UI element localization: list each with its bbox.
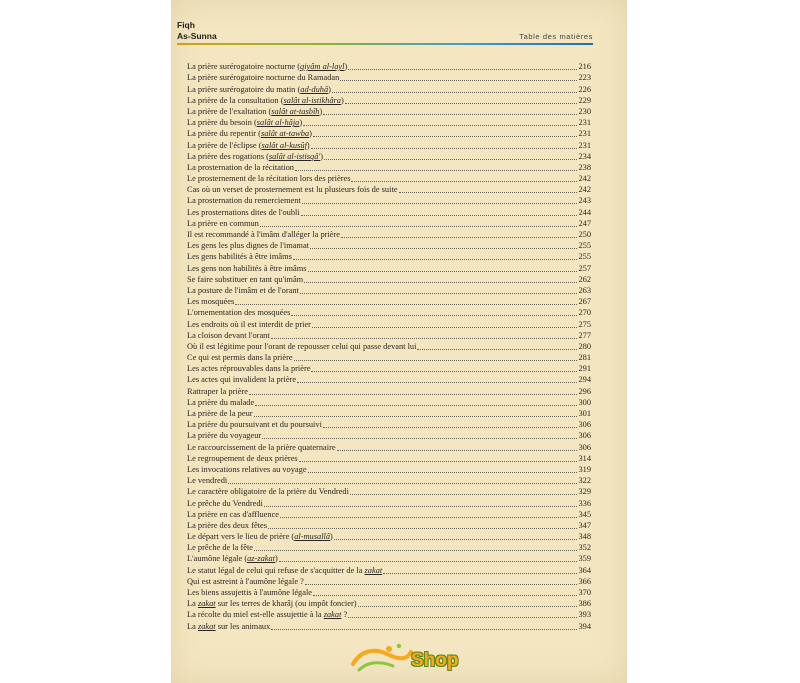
toc-page-number: 255: [578, 241, 591, 251]
toc-entry-title-text: La prière des rogations (: [187, 151, 269, 161]
toc-entry-title-text: La prière surérogatoire nocturne du Ramadan: [187, 73, 340, 83]
toc-page-number: 230: [578, 106, 591, 116]
toc-entry: [187, 296, 591, 307]
toc-entry: [187, 587, 591, 598]
table-of-contents: [187, 61, 591, 632]
toc-page-number: 231: [578, 129, 591, 139]
book-title: [177, 20, 217, 42]
toc-entry-title-text: La prière du poursuivant et du poursuivi: [187, 420, 322, 430]
toc-leader-dots: [311, 148, 578, 149]
toc-entry-title: [187, 364, 310, 374]
toc-entry-title: [187, 141, 310, 151]
toc-entry-title: [187, 566, 382, 576]
toc-entry-title-suffix: ): [330, 532, 333, 542]
toc-entry: [187, 318, 591, 329]
toc-entry-title-text: Se faire substituer en tant qu'imâm: [187, 274, 304, 284]
shop-logo[interactable]: [349, 640, 489, 680]
toc-page-number: 348: [578, 532, 591, 542]
toc-page-number: 329: [578, 487, 591, 497]
toc-entry-title: [187, 588, 312, 598]
toc-leader-dots: [295, 170, 577, 171]
toc-page-number: 255: [578, 252, 591, 262]
toc-entry: [187, 352, 591, 363]
toc-entry: [187, 184, 591, 195]
toc-entry: [187, 542, 591, 553]
toc-page-number: 294: [578, 375, 591, 385]
toc-entry-title-text: La prière du besoin (: [187, 118, 257, 128]
toc-entry: [187, 553, 591, 564]
toc-page-number: 223: [578, 73, 591, 83]
toc-page-number: 281: [578, 353, 591, 363]
toc-entry-title: [187, 543, 253, 553]
toc-entry-title: [187, 129, 312, 139]
toc-leader-dots: [300, 293, 578, 294]
toc-leader-dots: [254, 416, 578, 417]
toc-leader-dots: [323, 427, 578, 428]
toc-entry: [187, 464, 591, 475]
toc-page-number: 336: [578, 498, 591, 508]
toc-leader-dots: [341, 237, 577, 238]
toc-entry-title-italic: salât al-hâja: [256, 118, 300, 128]
toc-entry-title-text: Les gens habilités à être imâms: [187, 252, 292, 262]
toc-leader-dots: [313, 595, 577, 596]
toc-entry-title-italic: salât al-kusûf: [261, 140, 307, 150]
toc-entry: [187, 453, 591, 464]
toc-entry-title-suffix: ?: [341, 610, 348, 620]
toc-page-number: 393: [578, 610, 591, 620]
toc-page-number: 270: [578, 308, 591, 318]
toc-leader-dots: [305, 584, 578, 585]
toc-entry: [187, 262, 591, 273]
toc-entry-title: [187, 465, 307, 475]
toc-entry-title-text: Le raccourcissement de la prière quaternaire: [187, 442, 336, 452]
toc-page-number: 364: [578, 565, 591, 575]
toc-entry-title-text: Les biens assujettis à l'aumône légale: [187, 588, 313, 597]
toc-entry-title-suffix: ): [320, 151, 324, 161]
toc-leader-dots: [291, 315, 577, 316]
toc-entry: [187, 441, 591, 452]
toc-entry-title: [187, 577, 304, 587]
toc-entry-title-text: La prière de l'exaltation (: [187, 106, 272, 116]
toc-leader-dots: [311, 371, 577, 372]
toc-entry: [187, 206, 591, 217]
toc-page-number: 300: [578, 397, 591, 407]
toc-leader-dots: [262, 438, 577, 439]
swirl-logo-icon: [349, 640, 413, 680]
toc-entry: [187, 486, 591, 497]
toc-entry-title: [187, 241, 309, 251]
toc-entry-title-italic: al-musallâ: [294, 532, 331, 542]
toc-page-number: 263: [578, 285, 591, 295]
toc-entry: [187, 497, 591, 508]
toc-entry: [187, 620, 591, 631]
shop-logo-text: Shop: [411, 650, 459, 671]
toc-entry: [187, 609, 591, 620]
toc-leader-dots: [334, 539, 578, 540]
book-title-line2: As-Sunna: [177, 31, 217, 41]
toc-entry: [187, 408, 591, 419]
toc-entry-title-text: Les gens les plus dignes de l'imamat: [187, 241, 309, 251]
toc-page-number: 267: [578, 297, 591, 307]
toc-entry-title-text: Il est recommandé à l'imâm d'alléger la prière: [187, 230, 340, 239]
toc-entry-title-text: La prière du voyageur: [187, 431, 262, 441]
toc-leader-dots: [399, 192, 578, 193]
toc-page-number: 243: [578, 196, 591, 206]
toc-entry-title: [187, 230, 340, 240]
toc-page-number: 231: [578, 118, 591, 128]
toc-leader-dots: [348, 617, 577, 618]
toc-entry-title-text: Les invocations relatives au voyage: [187, 464, 307, 474]
toc-entry-title-text: Le statut légal de celui qui refuse de s'acquitter de la: [187, 565, 365, 575]
toc-entry-title-text: Rattraper la prière: [187, 386, 248, 396]
toc-entry-title-text: Les gens non habilités à être imâms: [187, 263, 307, 273]
toc-entry: [187, 564, 591, 575]
section-title: Table des matières: [519, 32, 593, 41]
toc-leader-dots: [301, 215, 578, 216]
toc-entry-title-text: Le prêche du Vendredi: [187, 498, 263, 508]
toc-page-number: 352: [578, 543, 591, 553]
toc-entry-title: [187, 487, 349, 497]
toc-entry: [187, 363, 591, 374]
toc-entry: [187, 95, 591, 106]
toc-entry-title: [187, 185, 398, 195]
book-page: [171, 0, 627, 683]
toc-entry: [187, 374, 591, 385]
toc-entry-title: [187, 387, 248, 397]
toc-page-number: 347: [578, 520, 591, 530]
toc-entry-title: [187, 599, 357, 609]
toc-page-number: 366: [578, 576, 591, 586]
toc-leader-dots: [303, 125, 577, 126]
toc-entry: [187, 598, 591, 609]
toc-leader-dots: [351, 181, 577, 182]
toc-entry-title: [187, 443, 336, 453]
toc-entry-title: [187, 62, 347, 72]
toc-entry-title-text: Le vendredi: [187, 476, 228, 486]
toc-leader-dots: [340, 80, 577, 81]
toc-page-number: 247: [578, 218, 591, 228]
toc-entry-title-text: La prière du malade: [187, 397, 255, 407]
toc-page-number: 262: [578, 274, 591, 284]
toc-leader-dots: [260, 226, 578, 227]
toc-entry-title-italic: salât al-istikhâra: [283, 95, 341, 105]
toc-entry-title-text: La prière surérogatoire du matin (: [187, 84, 301, 94]
toc-entry-title-text: Les actes qui invalident la prière: [187, 375, 297, 385]
toc-entry-title: [187, 219, 259, 229]
toc-page-number: 322: [578, 476, 591, 486]
toc-entry: [187, 61, 591, 72]
toc-entry: [187, 195, 591, 206]
toc-entry-title-suffix: ): [344, 62, 348, 72]
toc-page-number: 216: [578, 62, 591, 72]
toc-entry: [187, 251, 591, 262]
toc-page-number: 296: [578, 386, 591, 396]
toc-leader-dots: [417, 349, 577, 350]
toc-leader-dots: [271, 629, 577, 630]
toc-entry-title: [187, 554, 278, 564]
toc-entry-title-italic: zakat: [364, 565, 383, 575]
toc-page-number: 306: [578, 420, 591, 430]
toc-entry-title-italic: ad-duhâ: [300, 84, 329, 94]
toc-entry: [187, 419, 591, 430]
toc-entry: [187, 218, 591, 229]
toc-page-number: 226: [578, 84, 591, 94]
toc-entry: [187, 509, 591, 520]
toc-leader-dots: [280, 517, 577, 518]
toc-entry-title-text: La prosternation de la récitation: [187, 162, 294, 172]
toc-entry-title: [187, 532, 333, 542]
toc-page-number: 257: [578, 263, 591, 273]
toc-entry: [187, 430, 591, 441]
toc-leader-dots: [302, 203, 578, 204]
toc-leader-dots: [268, 528, 577, 529]
toc-entry: [187, 83, 591, 94]
toc-entry: [187, 307, 591, 318]
toc-entry-title-italic: salât al-istisqâ': [268, 151, 321, 161]
toc-entry-title: [187, 454, 298, 464]
toc-page-number: 359: [578, 554, 591, 564]
toc-entry-title: [187, 286, 299, 296]
toc-leader-dots: [235, 304, 577, 305]
toc-leader-dots: [337, 450, 578, 451]
toc-page-number: 244: [578, 207, 591, 217]
toc-entry-title-text: L'ornementation des mosquées: [187, 308, 291, 318]
toc-entry-title-text: La posture de l'imâm et de l'orant: [187, 285, 299, 295]
toc-entry-title-text: Les prosternations dites de l'oubli: [187, 207, 300, 217]
toc-leader-dots: [350, 494, 578, 495]
toc-entry: [187, 397, 591, 408]
toc-entry: [187, 139, 591, 150]
toc-entry-title-italic: az-zakat: [247, 554, 276, 564]
toc-entry-title: [187, 353, 293, 363]
toc-entry-title-text: La prière de la consultation (: [187, 95, 284, 105]
toc-entry-title-text: La prosternation du remerciement: [187, 196, 301, 206]
toc-entry-title-text: Le regroupement de deux prières: [187, 453, 298, 463]
toc-entry-title-text: Qui est astreint à l'aumône légale ?: [187, 576, 304, 586]
toc-leader-dots: [249, 394, 578, 395]
toc-leader-dots: [345, 103, 578, 104]
toc-page-number: 280: [578, 341, 591, 351]
toc-entry-title: [187, 264, 307, 274]
toc-leader-dots: [255, 405, 577, 406]
toc-entry: [187, 576, 591, 587]
toc-page-number: 277: [578, 330, 591, 340]
toc-page-number: 306: [578, 431, 591, 441]
toc-leader-dots: [228, 483, 577, 484]
toc-entry-title: [187, 297, 234, 307]
toc-entry-title-suffix: ): [340, 95, 344, 105]
toc-entry-title-text: La récolte du miel est-elle assujettie à la: [187, 610, 324, 620]
toc-entry-title-italic: zakat: [197, 621, 216, 631]
toc-entry-title-suffix: ): [328, 84, 331, 94]
toc-entry-title: [187, 476, 227, 486]
header-rule: [177, 43, 593, 45]
toc-entry: [187, 173, 591, 184]
toc-entry-title-text: Les endroits où il est interdit de prier: [187, 319, 311, 329]
toc-page-number: 301: [578, 409, 591, 418]
toc-entry-title: [187, 174, 350, 184]
toc-entry-title: [187, 331, 270, 341]
toc-leader-dots: [324, 159, 577, 160]
toc-entry-title-suffix: ): [275, 554, 278, 564]
toc-page-number: 242: [578, 174, 591, 184]
toc-entry-title: [187, 431, 261, 441]
toc-page-number: 275: [578, 319, 591, 329]
toc-entry-title: [187, 163, 294, 173]
toc-page-number: 314: [578, 453, 591, 463]
toc-entry-title: [187, 275, 303, 285]
toc-entry-title: [187, 420, 322, 430]
toc-entry: [187, 531, 591, 542]
toc-entry-title: [187, 510, 279, 520]
toc-page-number: 306: [578, 442, 591, 452]
toc-entry: [187, 285, 591, 296]
toc-entry-title: [187, 107, 322, 117]
toc-leader-dots: [308, 271, 578, 272]
toc-leader-dots: [308, 472, 578, 473]
toc-entry-title: [187, 375, 296, 385]
toc-leader-dots: [358, 606, 578, 607]
toc-entry: [187, 106, 591, 117]
toc-entry: [187, 274, 591, 285]
toc-page-number: 370: [578, 588, 591, 597]
toc-entry-title: [187, 208, 300, 218]
toc-leader-dots: [254, 550, 577, 551]
toc-entry-title-text: Les actes réprouvables dans la prière: [187, 364, 311, 374]
toc-leader-dots: [279, 561, 578, 562]
book-title-line1: Fiqh: [177, 20, 195, 30]
toc-entry-title: [187, 152, 323, 162]
toc-entry-title: [187, 521, 267, 531]
toc-page-number: 231: [578, 140, 591, 150]
toc-page-number: 319: [578, 464, 591, 474]
toc-entry-title-text: Les mosquées: [187, 297, 235, 307]
toc-entry-title: [187, 196, 301, 206]
toc-entry-title-suffix: ): [306, 140, 310, 150]
toc-entry-title-text: Le prosternement de la récitation lors des prières: [187, 174, 351, 184]
toc-entry: [187, 162, 591, 173]
toc-leader-dots: [312, 327, 577, 328]
toc-entry-title-text: La prière du repentir (: [187, 129, 261, 139]
toc-entry-title: [187, 320, 311, 330]
toc-entry-title-suffix: ): [309, 129, 312, 139]
toc-entry-title-italic: salât at-tawba: [260, 129, 310, 139]
toc-entry-title: [187, 409, 253, 419]
toc-entry-title: [187, 398, 254, 408]
toc-leader-dots: [313, 136, 578, 137]
toc-entry-title: [187, 118, 302, 128]
toc-entry-title-text: Ce qui est permis dans la prière: [187, 353, 293, 363]
toc-page-number: 242: [578, 185, 591, 195]
toc-entry-title-text: La prière de l'éclipse (: [187, 140, 262, 150]
toc-entry: [187, 128, 591, 139]
toc-entry: [187, 72, 591, 83]
toc-entry: [187, 475, 591, 486]
toc-page-number: 394: [578, 621, 591, 631]
toc-entry-title: [187, 73, 339, 83]
toc-leader-dots: [264, 506, 578, 507]
toc-entry-title-text: La prière surérogatoire nocturne (: [187, 62, 301, 72]
toc-entry-title-suffix: ): [319, 106, 323, 116]
toc-entry-title-text: La prière des deux fêtes: [187, 520, 267, 530]
toc-entry: [187, 240, 591, 251]
toc-entry-title-text: Cas où un verset de prosternement est lu plusieurs fois de suite: [187, 185, 398, 195]
toc-entry: [187, 341, 591, 352]
toc-entry: [187, 330, 591, 341]
toc-leader-dots: [323, 114, 577, 115]
toc-leader-dots: [299, 461, 578, 462]
toc-leader-dots: [332, 92, 577, 93]
toc-entry-title-text: La prière en cas d'affluence: [187, 509, 280, 519]
toc-entry-title-text: La prière de la peur: [187, 409, 253, 418]
toc-entry-title-text: Le départ vers le lieu de prière (: [187, 532, 295, 542]
toc-entry-title: [187, 308, 290, 318]
toc-page-number: 386: [578, 599, 591, 609]
toc-page-number: 234: [578, 151, 591, 161]
toc-entry-title: [187, 499, 263, 509]
toc-entry-title-suffix: sur les terres de kharâj (ou impôt foncier): [215, 599, 357, 609]
toc-entry-title-text: La cloison devant l'orant: [187, 330, 270, 340]
toc-leader-dots: [383, 573, 577, 574]
toc-entry: [187, 520, 591, 531]
toc-leader-dots: [310, 248, 577, 249]
toc-entry-title-suffix: ): [299, 118, 303, 128]
toc-entry-title-text: Où il est légitime pour l'orant de repousser celui qui passe devant lui: [187, 341, 417, 351]
toc-entry-title-text: La: [187, 599, 198, 609]
toc-leader-dots: [304, 282, 577, 283]
toc-entry-title-italic: qiyâm al-layl: [300, 62, 345, 72]
toc-entry-title-text: L'aumône légale (: [187, 554, 248, 564]
toc-leader-dots: [271, 338, 578, 339]
toc-entry: [187, 385, 591, 396]
toc-leader-dots: [297, 382, 577, 383]
toc-entry-title-suffix: sur les animaux: [215, 621, 271, 631]
toc-entry-title-italic: zakat: [197, 599, 216, 609]
toc-leader-dots: [294, 360, 578, 361]
toc-entry-title: [187, 342, 416, 352]
toc-entry-title: [187, 252, 292, 262]
toc-entry-title-text: La prière en commun: [187, 218, 259, 228]
toc-entry-title-text: Le caractère obligatoire de la prière du Vendredi: [187, 487, 349, 497]
toc-page-number: 238: [578, 162, 591, 172]
toc-page-number: 250: [578, 230, 591, 239]
toc-entry: [187, 229, 591, 240]
toc-page-number: 345: [578, 509, 591, 519]
toc-leader-dots: [293, 259, 578, 260]
toc-entry: [187, 117, 591, 128]
toc-entry-title: [187, 622, 270, 632]
toc-entry-title-text: La: [187, 621, 198, 631]
toc-entry-title-italic: salât at-tasbîh: [271, 106, 320, 116]
toc-entry-title: [187, 610, 347, 620]
toc-leader-dots: [348, 69, 577, 70]
toc-entry-title-italic: zakat: [323, 610, 342, 620]
toc-entry-title: [187, 85, 331, 95]
toc-page-number: 229: [578, 95, 591, 105]
toc-entry-title-text: Le prêche de la fête: [187, 543, 254, 553]
toc-entry: [187, 151, 591, 162]
toc-page-number: 291: [578, 364, 591, 374]
toc-entry-title: [187, 96, 344, 106]
